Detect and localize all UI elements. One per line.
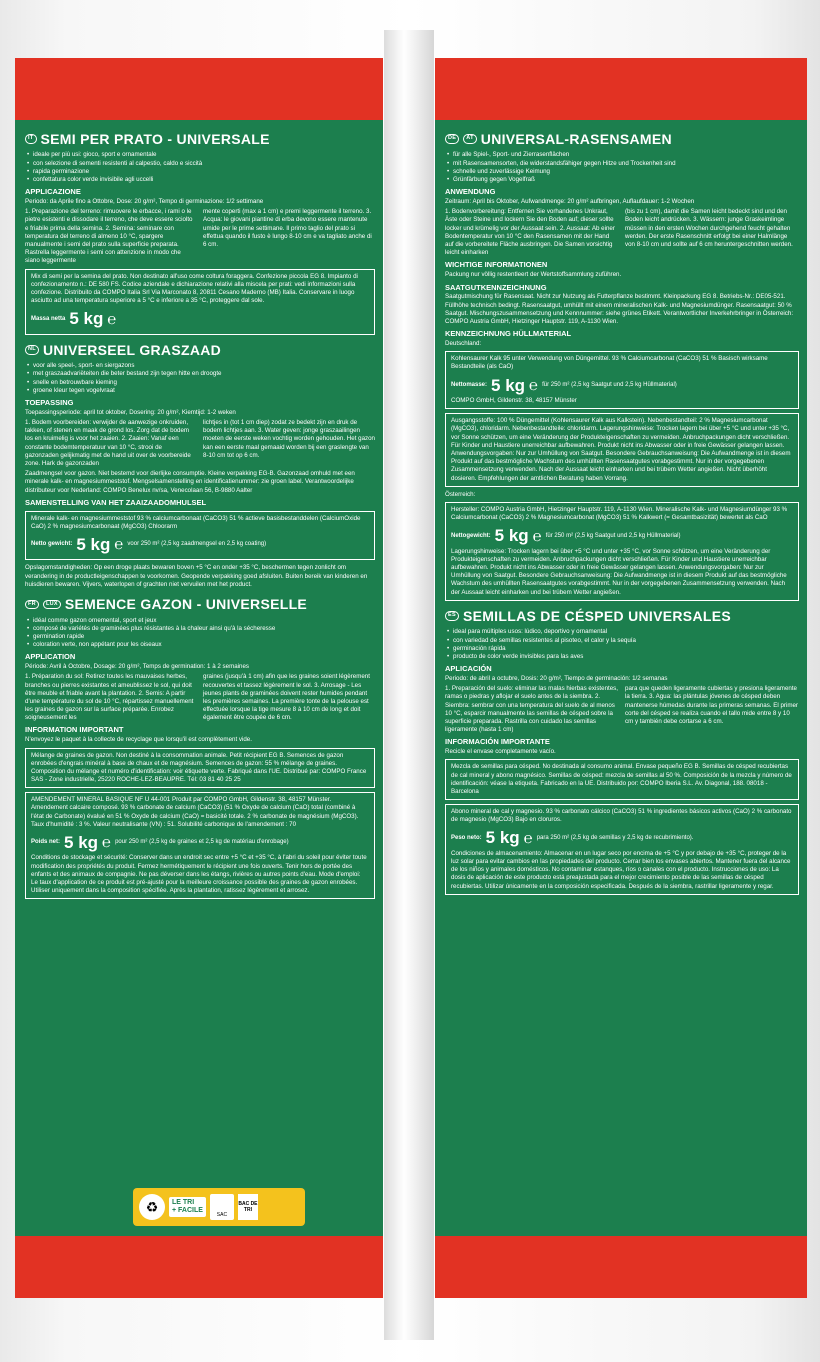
list-item: • germinación rápida [453,645,799,653]
lang-badge-nl: NL [25,345,39,355]
info-box2-fr [25,792,375,899]
net-weight-at: 5 kg [494,526,529,546]
left-green-area [15,120,383,1236]
list-item: • für alle Spiel-, Sport- und Zierrasenflächen [453,151,799,159]
section-it [25,130,375,335]
section-fr [25,595,375,899]
at-sub: Österreich: [445,490,476,498]
steps-col2-fr: graines (jusqu'à 1 cm) afin que les graines soient légèrement recouvertes et tassez légèrement le sol. 3. Arrosage - Les jeunes plants de graminées doivent rester humides pendant les premières semaines. La première tonte de la pelouse est effectuée lorsque la tige mesure 8 à 10 cm de long et doit également être coupée de 6 cm. [203,673,370,722]
title-de: UNIVERSAL-RASENSAMEN [480,131,672,147]
net-note-de: für 250 m² (2,5 kg Saatgut und 2,5 kg Hüllmaterial) [542,381,677,388]
box3-text-at: Hersteller: COMPO Austria GmbH, Hietzinger Hauptstr. 119, A-1130 Wien. Mineralische Kalk- und Magnesiumdünger 93 % Calciumcarbonat (CaCO3) 2 % Magnesiumcarbonat (MgCO3) 51 % Kalkwert (= Gesamtbasizität) bewertet als CaO [451,505,788,522]
application-line-fr: Période: Avril à Octobre, Dosage: 20 g/m², Temps de germination: 1 à 2 semaines [25,663,250,671]
info-box1-es [445,759,799,800]
info-fr: N'envoyez le paquet à la collecte de recyclage que lorsqu'il est complètement vide. [25,736,252,744]
box2-text-fr: AMENDEMENT MINERAL BASIQUE NF U 44-001 Produit par COMPO GmbH, Gildenstr. 38, 48157 Münster. Amendement calcaire composé. 93 % carbonate de calcium (CaCO3) (51 % Oxyde de calcium (CaO) total (combiné à l'état de Carbonate) évalué en 51 % Oxyde de calcium (CaO) = basicité totale. 2 % carbonate de magnésium (MgCO3). Taux d'humidité : 3 %. Valeur neutralisante (VN) : 51. Solubilité carbonique de l'amendement : 70 [31,796,359,828]
bullets-nl [33,362,375,395]
net-label-nl: Netto gewicht: [31,541,73,548]
info-es: Recicle el envase completamente vacío. [445,748,556,756]
estimated-sign-icon: ℮ [523,829,533,847]
section-nl [25,341,375,589]
info-box3-at [445,502,799,601]
net-label-de: Nettomasse: [451,381,488,388]
application-line-nl: Toepassingsperiode: april tot oktober, Dosering: 20 g/m², Kiemtijd: 1-2 weken [25,408,236,416]
left-column [25,128,375,905]
list-item: • Grünfärbung gegen Vogelfraß [453,176,799,184]
steps-col2-it: mente coperti (max a 1 cm) e premi leggermente il terreno. 3. Acqua: le giovani piantine di erba devono essere mantenute umide per le prime settimane. Il primo taglio del prato si effettua quando il fusto è lungo 8-10 cm e va tagliato anche di 6 cm. [203,208,372,249]
estimated-sign-icon: ℮ [107,310,117,328]
bullets-it [33,151,375,184]
steps-col1-nl: 1. Bodem voorbereiden: verwijder de aanwezige onkruiden, takken, of stenen en maak de grond los. Zorg dat de bodem los en kruimelig is voor het zaaien. 2. Zaaien: Vanaf een constante bodemtemperatuur van 10 °C, strooi de gazonzaden gelijkmatig met de hand uit over de voorbereide zone. Hark de gazonzaden [25,419,191,468]
net-weight-de: 5 kg [491,375,526,395]
box1-text-de: Kohlensaurer Kalk 95 unter Verwendung von Düngemittel. 93 % Calciumcarbonat (CaCO3) 51 % Basisch wirksame Bestandteile (als CaO) [451,355,768,371]
list-item: • groene kleur tegen vogelvraat [33,387,375,395]
box-text-it: Mix di semi per la semina del prato. Non destinato all'uso come coltura foraggera. Confezione piccola EG 8. Impianto di confezionamento n.: DE 580 FS. Codice aziendale e dichiarazione relativi alla miscela per prati: vedi informazioni sulla confezione. Distribuito da COMPO Italia Srl Via Marconato 8, 20811 Cesano Maderno (MB) Italia. Conservare in luogo asciutto ad una temperatura superiore a 5 °C e inferiore a 35 °C, proteggere dal sole. [31,272,358,305]
bag-icon [210,1194,234,1220]
extra-text-nl: Zaadmengsel voor gazon. Niet bestemd voor dierlijke consumptie. Kleine verpakking EG-B. Gazonzaad omhuld met een minerale kalk- en magnesiummeststof. Mengselsamenstelling en identificatienummer: zie groen label. Verantwoordelijke distributeur voor Nederland: COMPO Benelux nv/sa, Venecolaan 56, B-9880 Aalter [25,470,355,494]
recycle-bin-icon [238,1194,258,1220]
steps-col2-es: para que queden ligeramente cubiertas y presiona ligeramente la tierra. 3. Agua: las plántulas jóvenes de césped deben mantenerse húmedas durante las primeras semanas. El primer corte del césped se realiza cuando el tallo mide entre 8 y 10 cm y también debe cortarse a 6 cm. [625,685,798,725]
title-fr: SEMENCE GAZON - UNIVERSELLE [64,596,308,613]
list-item: • met graszaadvariëteiten die beter bestand zijn tegen hitte en droogte [33,370,375,378]
logo-sac: SAC [216,1212,228,1218]
application-line-es: Periodo: de abril a octubre, Dosis: 20 g/m², Tiempo de germinación: 1/2 semanas [445,674,668,682]
heading-info-es: INFORMACIÓN IMPORTANTE [445,737,550,747]
list-item: • idéal comme gazon ornemental, sport et jeux [33,617,375,625]
estimated-sign-icon: ℮ [102,834,112,852]
application-line-de: Zeitraum: April bis Oktober, Aufwandmenge: 20 g/m² aufbringen, Auflaufdauer: 1-2 Wochen [445,198,695,206]
estimated-sign-icon: ℮ [532,527,542,545]
logo-bin: BAC DE TRI [238,1201,258,1213]
info-box-nl [25,511,375,561]
heading-application-es: APLICACIÓN [445,664,492,674]
right-green-area [435,120,807,1236]
net-weight-nl: 5 kg [76,535,111,555]
box3-foot-at: Lagerungshinweise: Trocken lagern bei über +5 °C und unter +35 °C, vor Sonne schützen, um eine Veränderung der Produkteigenschaften zu vermeiden. Anbruchpackungen dicht verschließen. Für Kinder und Haustiere unerreichbar aufbewahren. Produkt nicht ins Abwasser oder in freie Gewässer gelangen lassen. Anwendungsvorgaben: Nur zur Umhüllung von Saatgut. Besondere Gebrauchsanweisung: Die Aufwandmenge ist in diesem Produkt auf das bestmögliche Wachstum des umhüllten Rasensaatgutes vorabgestimmt. Nur in der vorgegebenen Zusammensetzung verwenden. Nach der Aussaat leicht einharken und bei trübem Wetter angießen. [451,547,787,596]
net-note-es: para 250 m² (2,5 kg de semillas y 2,5 kg de recubrimiento). [536,834,694,841]
steps-col2-nl: lichtjes in (tot 1 cm diep) zodat ze bedekt zijn en druk de bodem lichtjes aan. 3. Water geven: jonge graszaailingen moeten de eerste weken vochtig worden gehouden. Het gazon kan een eerste maal gemaaid worden bij een graslengte van 8-10 cm tot op 6 cm. [203,419,375,459]
net-label-it: Massa netta [31,315,66,322]
logo-line1: LE TRI [172,1199,195,1207]
net-note-nl: voor 250 m² (2,5 kg zaadmengsel en 2,5 kg coating) [127,541,267,548]
steps-col1-fr: 1. Préparation du sol: Retirez toutes les mauvaises herbes, branches ou pierres existantes et ameublissez le sol, qui doit être meuble et friable avant la plantation. 2. Semis: A partir d'une température du sol de 10 °C, répartissez manuellement les graines de gazon sur la surface préparée. Enrobez soigneusement les [25,673,194,722]
section-de [445,130,799,601]
lang-badge-at: AT [463,134,477,144]
heading-info-fr: INFORMATION IMPORTANT [25,725,124,735]
heading-composition-nl: SAMENSTELLING VAN HET ZAAIZAADOMHULSEL [25,497,207,507]
lang-badge-de: DE [445,134,459,144]
storage-es: Condiciones de almacenamiento: Almacenar en un lugar seco por encima de +5 °C y por debajo de +35 °C, proteger de la luz solar para evitar cambios en las propiedades del producto. Cerrar bien los envases abiertos. Mantener fuera del alcance de los niños y animales domésticos. No contaminar estanques, ríos o canales con el producto. Instrucciones de uso: La dosis de aplicación de este producto está preajustada para el mejor crecimiento posible de las semillas de césped recubiertas. Utilizar únicamente en la composición especificada. Después de la siembra, rastrillar ligeramente y regar. [451,849,791,890]
triman-icon: ♻ [139,1194,165,1220]
box1-text-es: Mezcla de semillas para césped. No destinada al consumo animal. Envase pequeño EG B. Semillas de césped recubiertas de cal mineral y abono magnésico. Semillas de césped: mezcla de semillas al 50 %. Composición de la mezcla y número de identificación: véase la etiqueta. Fabricado en la UE. Distribuido por: COMPO Iberia S.L. Av. Diagonal, 188. 08018 - Barcelona [451,763,792,795]
list-item: • voor alle speel-, sport- en siergazons [33,362,375,370]
list-item: • ideal para múltiples usos: lúdico, deportivo y ornamental [453,628,799,636]
steps-col1-es: 1. Preparación del suelo: eliminar las malas hierbas existentes, ramas o piedras y aflojar el suelo antes de la siembra. 2. Siembra: sembrar con una temperatura del suelo de al menos 10 °C, esparcir manualmente las semillas de césped sobre la superficie preparada. Rastrilla con cuidado las semillas ligeramente (hasta 1 cm) [445,685,618,734]
triman-recycling-logo [133,1188,305,1226]
estimated-sign-icon: ℮ [114,536,124,554]
heading-seed-label-de: SAATGUTKENNZEICHNUNG [445,282,547,292]
info-box-it [25,269,375,335]
net-weight-fr: 5 kg [64,833,99,853]
net-label-es: Peso neto: [451,834,482,841]
net-label-at: Nettogewicht: [451,532,491,539]
steps-col1-de: 1. Bodenvorbereitung: Entfernen Sie vorhandenes Unkraut, Äste oder Steine und lockern Sie den Boden auf; dieser sollte locker und krümelig vor der Aussaat sein. 2. Aussaat: Ab einer Bodentemperatur von 10 °C den Rasensamen mit der Hand auf die vorbereitete Fläche ausbringen. Die Samen vorsichtig leicht einharken [445,208,615,257]
box-text-nl: Minerale kalk- en magnesiummeststof 93 % calciumcarbonaat (CaCO3) 51 % actieve basisbestanddelen (CalciumOxide CaO) 2 % magnesiumcarbonaat (MgCO3) Chloorarm [31,514,361,530]
lang-badge-it: IT [25,134,37,144]
box2-text-de: Ausgangsstoffe: 100 % Düngemittel (Kohlensaurer Kalk aus Kalkstein). Nebenbestandteil: 2 % Magnesiumcarbonat (MgCO3), chloridarm. Nebenbestandteile: chloridarm. Lagerungshinweise: Trocken lagern bei über +5 °C und unter +35 °C, vor Sonne schützen, um eine Veränderung der Produkteigenschaften zu vermeiden. Anbruchpackungen dicht verschließen. Für Kinder und Haustiere unerreichbar aufbewahren. Produkt nicht ins Abwasser oder in freie Gewässer gelangen lassen. Anwendungsvorgaben: Nur zur Umhüllung von Saatgut. Besondere Gebrauchsanweisung: Die Aufwandmenge ist in diesem Produkt auf das bestmögliche Wachstum des umhüllten Rasensaatgutes vorabgestimmt. Nur in der vorgegebenen Zusammensetzung verwenden. Nach der Aussaat leicht einharken und bei trübem Wetter angießen. Nicht überhöht dosieren. Empfehlungen der amtlichen Beratung haben Vorrang. [451,417,791,482]
list-item: • producto de color verde invisibles para las aves [453,653,799,661]
heading-application-nl: TOEPASSING [25,398,74,408]
list-item: • confettatura color verde invisibile agli uccelli [33,176,375,184]
heading-important-de: WICHTIGE INFORMATIONEN [445,260,548,270]
box1-foot-de: COMPO GmbH, Gildenstr. 38, 48157 Münster [451,397,577,405]
heading-application-fr: APPLICATION [25,652,76,662]
info-box1-fr [25,748,375,789]
section-es [445,607,799,895]
lang-badge-fr: FR [25,600,39,610]
title-es: SEMILLAS DE CÉSPED UNIVERSALES [462,607,731,624]
list-item: • coloration verte, non appétant pour les oiseaux [33,641,375,649]
heading-coating-de: KENNZEICHNUNG HÜLLMATERIAL [445,329,572,339]
lang-badge-lux: LUX [43,600,61,610]
bullets-fr [33,617,375,650]
net-weight-es: 5 kg [485,828,520,848]
list-item: • ideale per più usi: gioco, sport e ornamentale [33,151,375,159]
list-item: • schnelle und zuverlässige Keimung [453,168,799,176]
storage-fr: Conditions de stockage et sécurité: Conserver dans un endroit sec entre +5 °C et +35 °C, à l'abri du soleil pour éviter toute modification des propriétés du produit. Fermez hermétiquement le récipient une fois ouverts. Tenir hors de portée des enfants et des animaux de compagnie. Ne pas déverser dans les étangs, rivières ou autres points d'eau. Mode d'emploi: Le taux d'application de ce produit est pré-ajusté pour la meilleure croissance possible des graines de gazon enrobées. Utiliser uniquement dans la composition spécifiée. Après la plantation, ratissez légèrement et arrosez. [31,854,367,895]
info-box2-es [445,804,799,895]
list-item: • composé de variétés de graminées plus résistantes à la chaleur ainsi qu'à la sécheresse [33,625,375,633]
seed-label-de: Saatgutmischung für Rasensaat. Nicht zur Nutzung als Futterpflanze bestimmt. Kleinpackung EG 8. Betriebs-Nr.: DE05-521. Füllhöhe technisch bedingt. Rasensaatgut, umhüllt mit einem mineralischen Kalk- und Magnesiumdünger. Rasensaatgut: 50 % Saatgut. Mischungszusammensetzung und Kennnummer: siehe grünes Etikett. Verantwortlicher Inverkehrbringer in Österreich: COMPO Austria GmbH, Hietzinger Hauptstr. 119, A-1130 Wien. [445,293,794,325]
right-column [445,128,799,901]
left-label-panel [15,58,383,1298]
net-note-fr: pour 250 m² (2,5 kg de graines et 2,5 kg de matériau d'enrobage) [115,839,289,846]
lang-badge-es: ES [445,611,459,621]
box1-text-fr: Mélange de graines de gazon. Non destiné à la consommation animale. Petit récipient EG B. Semences de gazon enrobées d'engrais minéral à base de chaux et de magnésium. Semences de gazon: 55 % mélange de graines. Composition du mélange et numéro d'identification: voir étiquette verte. Fabriqué dans l'UE. Distribué par: COMPO France SAS - Zone industrielle, 25220 ROCHE-LEZ-BEAUPRE. Tél: 03 81 40 25 25 [31,751,367,784]
right-label-panel [435,58,807,1298]
steps-col1-it: 1. Preparazione del terreno: rimuovere le erbacce, i rami o le pietre esistenti e dissodare il terreno, che deve essere sciolto e friabile prima della semina. 2. Semina: seminare con temperatura del terreno di almeno 10 °C, spargere manualmente i semi del prato sulla superficie preparata. Rastrella leggermente i semi con attenzione in modo che siano leggermente [25,208,193,265]
box2-text-es: Abono mineral de cal y magnesio. 93 % carbonato cálcico (CaCO3) 51 % ingredientes básicos activos (CaO) 2 % carbonato de magnesio (MgCO3) Bajo en cloruros. [451,808,792,824]
important-de: Packung nur völlig restentleert der Wertstoffsammlung zuführen. [445,271,622,279]
storage-nl: Opslagomstandigheden: Op een droge plaats bewaren boven +5 °C en onder +35 °C, beschermen tegen zonlicht om verandering in de productleigenschappen te voorkomen. Geopende verpakking goed afsluiten. Buiten bereik van kinderen en huisdieren bewaren. Vijvers, waterlopen of grachten niet vervuilen met het product. [25,564,368,588]
info-box2-de [445,413,799,487]
list-item: • snelle en betrouwbare kieming [33,379,375,387]
application-line-it: Periodo: da Aprile fino a Ottobre, Dose: 20 g/m², Tempo di germinazione: 1/2 settimane [25,198,264,206]
heading-application-de: ANWENDUNG [445,187,496,197]
steps-col2-de: (bis zu 1 cm), damit die Samen leicht bedeckt sind und den Boden leicht andrücken. 3. Wässern: junge Graskeimlinge müssen in den ersten Wochen durchgehend feucht gehalten werden. Der erste Rasenschnitt erfolgt bei einer Halmlänge von 8-10 cm und sollte auf 6 cm heruntergeschnitten werden. [625,208,793,249]
coating-sub-de: Deutschland: [445,340,482,348]
bullets-es [453,628,799,661]
title-it: SEMI PER PRATO - UNIVERSALE [40,131,270,147]
net-label-fr: Poids net: [31,839,61,846]
bag-center-seam [384,30,434,1340]
net-weight-it: 5 kg [69,309,104,329]
bullets-de [453,151,799,184]
info-box1-de [445,351,799,409]
list-item: • mit Rasensamensorten, die widerstandsfähiger gegen Hitze und Trockenheit sind [453,160,799,168]
heading-application-it: APPLICAZIONE [25,187,81,197]
title-nl: UNIVERSEEL GRASZAAD [42,341,222,358]
list-item: • rapida germinazione [33,168,375,176]
net-note-at: für 250 m² (2,5 kg Saatgut und 2,5 kg Hüllmaterial) [545,532,681,539]
list-item: • con variedad de semillas resistentes al pisoteo, el calor y la sequía [453,637,799,645]
estimated-sign-icon: ℮ [529,376,539,394]
list-item: • germination rapide [33,633,375,641]
logo-line2: + FACILE [172,1207,203,1214]
list-item: • con selezione di sementi resistenti al calpestio, caldo e siccità [33,160,375,168]
